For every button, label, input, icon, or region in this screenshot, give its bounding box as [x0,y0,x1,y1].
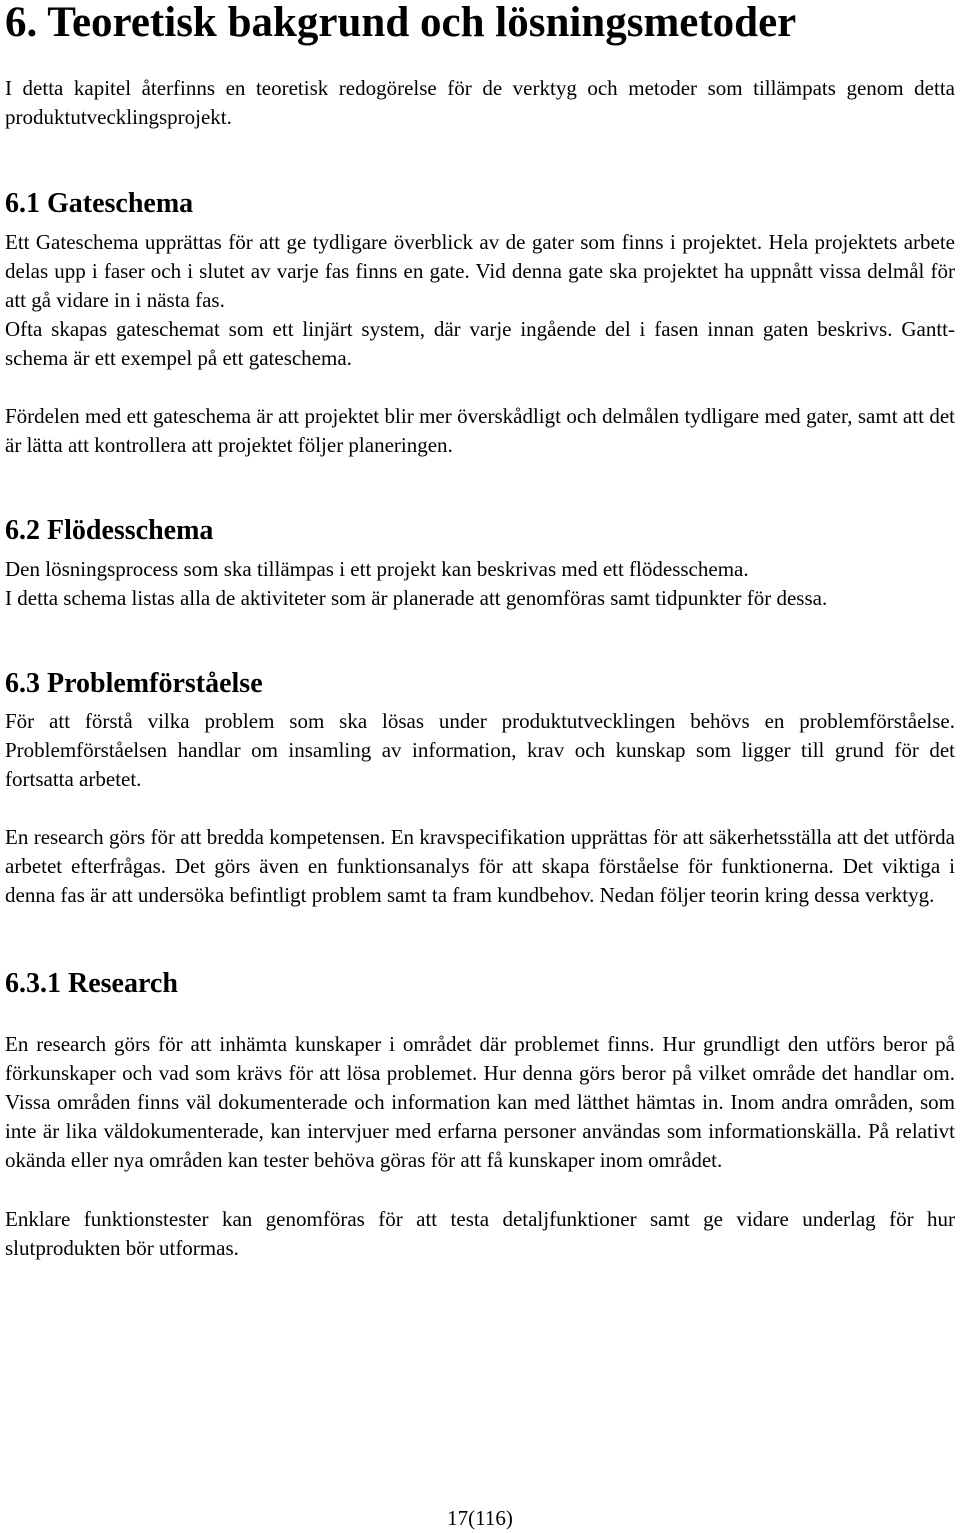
gateschema-paragraph-1: Ett Gateschema upprättas för att ge tydligare överblick av de gater som finns i projektet. Hela projektets arbete delas upp i faser och i slutet av varje fas finns en gate. Vid denna gate ska projektet ha uppnått vissa delmål för att gå vidare in i nästa fas. [5,230,955,312]
section-heading-flodesschema: 6.2 Flödesschema [5,515,214,546]
page-number: 17(116) [447,1506,513,1530]
gateschema-paragraph-3: Fördelen med ett gateschema är att projektet blir mer överskådligt och delmålen tydligare med gater, samt att det är lätta att kontrollera att projektet följer planeringen. [5,404,955,457]
section-heading-gateschema: 6.1 Gateschema [5,188,194,219]
intro-paragraph: I detta kapitel återfinns en teoretisk redogörelse för de verktyg och metoder som tillämpats genom detta produktutvecklingsprojekt. [5,76,955,129]
problemforstaelse-paragraph-2: En research görs för att bredda kompetensen. En kravspecifikation upprättas för att säkerhetsställa att det utförda arbetet efterfrågas. Det görs även en funktionsanalys för att skapa förståelse för funktionerna. Det viktiga i denna fas är att undersöka befintligt problem samt ta fram kundbehov. Nedan följer teorin kring dessa verktyg. [5,825,955,907]
section-heading-research: 6.3.1 Research [5,968,178,999]
research-paragraph-1: En research görs för att inhämta kunskaper i området där problemet finns. Hur grundligt den utförs beror på förkunskaper och vad som krävs för att lösa problemet. Hur denna görs beror på vilket område det handlar om. Vissa områden finns väl dokumenterade och information kan med lätthet hämtas in. Inom andra områden, som inte är lika väldokumenterade, kan intervjuer med erfarna personer användas som informationskälla. På relativt okända eller nya områden kan tester behöva göras för att få kunskaper inom området. [5,1032,955,1172]
chapter-title: 6. Teoretisk bakgrund och lösningsmetoder [5,0,797,46]
gateschema-paragraph-2: Ofta skapas gateschemat som ett linjärt system, där varje ingående del i fasen innan gaten beskrivs. Gantt-schema är ett exempel på ett gateschema. [5,317,955,370]
flodesschema-paragraph-1: Den lösningsprocess som ska tillämpas i ett projekt kan beskrivas med ett flödesschema. [5,557,749,581]
section-heading-problemforstaelse: 6.3 Problemförståelse [5,668,263,699]
flodesschema-paragraph-2: I detta schema listas alla de aktiviteter som är planerade att genomföras samt tidpunkter för dessa. [5,586,828,610]
problemforstaelse-paragraph-1: För att förstå vilka problem som ska lösas under produktutvecklingen behövs en problemförståelse. Problemförståelsen handlar om insamling av information, krav och kunskap som ligger till grund för det fortsatta arbetet. [5,709,955,791]
research-paragraph-2: Enklare funktionstester kan genomföras för att testa detaljfunktioner samt ge vidare underlag för hur slutprodukten bör utformas. [5,1207,955,1260]
